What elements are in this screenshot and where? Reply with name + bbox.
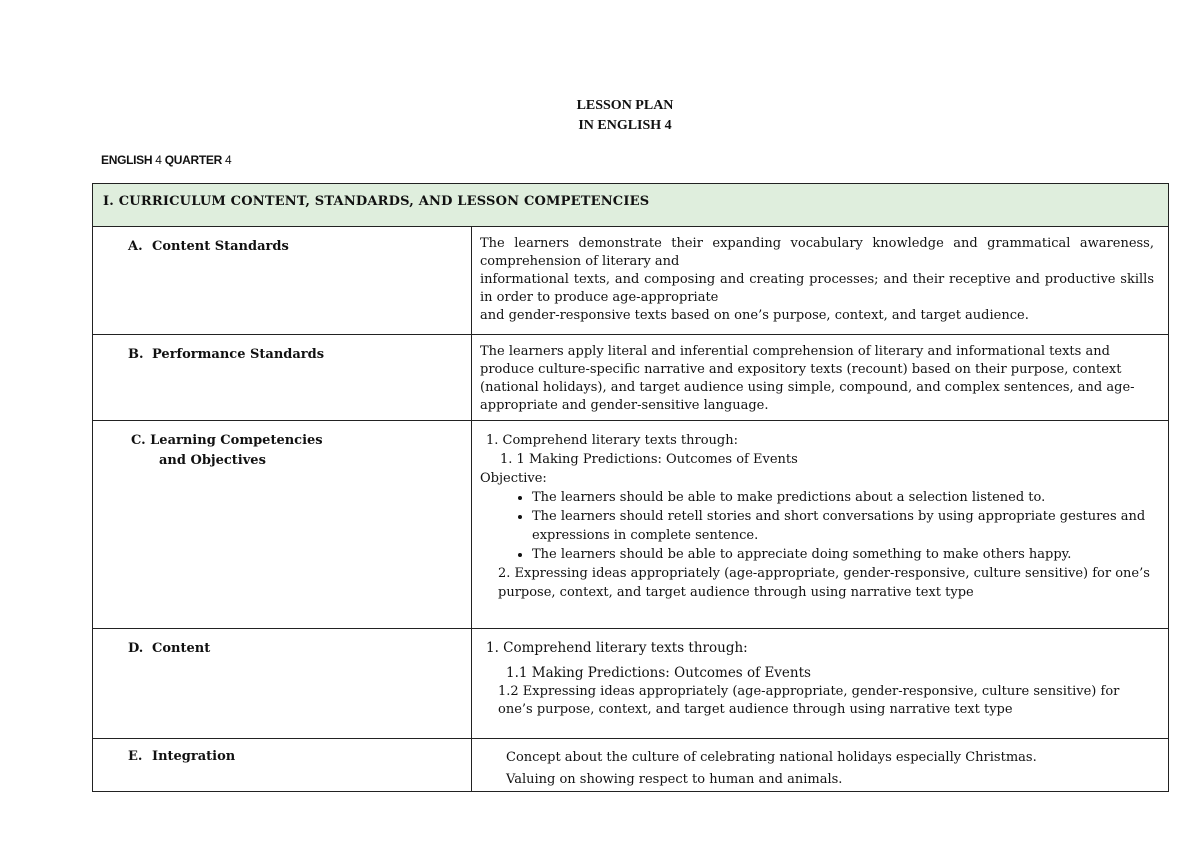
performance-standards-cell xyxy=(472,335,1169,421)
integration-cell xyxy=(472,739,1169,792)
integration-row xyxy=(93,739,1169,792)
lesson-plan-table xyxy=(92,183,1169,792)
document-subtitle: IN ENGLISH 4 xyxy=(578,118,672,133)
content-cell xyxy=(472,629,1169,739)
content-standards-letter: A. xyxy=(128,239,143,254)
subject-quarter-number: 4 xyxy=(225,153,232,167)
subject-quarter-label: QUARTER xyxy=(164,153,222,167)
content-item-1: 1. Comprehend literary texts through: xyxy=(486,640,748,656)
learning-competencies-row xyxy=(93,421,1169,629)
competency-item-2: 2. Expressing ideas appropriately (age-appropriate, gender-responsive, culture sensitive) for one’s purpose, context, and target audience through using narrative text type xyxy=(498,566,1150,600)
content-item-1-2: 1.2 Expressing ideas appropriately (age-appropriate, gender-responsive, culture sensitive) for one’s purpose, context, and target audience through using narrative text type xyxy=(498,684,1120,717)
content-label-cell xyxy=(93,629,472,739)
subject-name: ENGLISH xyxy=(101,153,153,167)
objective-label: Objective: xyxy=(480,471,547,486)
content-item-1-1: 1.1 Making Predictions: Outcomes of Events xyxy=(506,665,811,681)
integration-letter: E. xyxy=(128,749,143,764)
integration-text-line: Concept about the culture of celebrating national holidays especially Christmas. xyxy=(506,750,1037,765)
performance-standards-row xyxy=(93,335,1169,421)
document-title: LESSON PLAN xyxy=(576,98,674,113)
section-header-row xyxy=(93,184,1169,227)
competency-item-1-1: 1. 1 Making Predictions: Outcomes of Events xyxy=(500,452,798,467)
performance-standards-label-cell xyxy=(93,335,472,421)
learning-competencies-label-cell xyxy=(93,421,472,629)
content-standards-row xyxy=(93,227,1169,335)
integration-label: Integration xyxy=(152,749,236,764)
integration-text-line: Valuing on showing respect to human and animals. xyxy=(506,772,843,787)
content-standards-label: Content Standards xyxy=(152,239,289,254)
learning-competencies-label-cont: and Objectives xyxy=(159,453,266,468)
content-standards-text-line: and gender-responsive texts based on one’s purpose, context, and target audience. xyxy=(480,308,1029,323)
objectives-list xyxy=(480,488,1154,564)
learning-competencies-label: C. Learning Competencies xyxy=(131,433,323,448)
content-standards-cell xyxy=(472,227,1169,335)
subject-line xyxy=(101,153,231,167)
integration-label-cell xyxy=(93,739,472,792)
content-standards-text-line: informational texts, and composing and creating processes; and their receptive and productive skills in order to produce age-appropriate xyxy=(480,272,1154,305)
performance-standards-text: The learners apply literal and inferential comprehension of literary and informational texts and produce culture-specific narrative and expository texts (recount) based on their purpose, context (national holidays), and target audience using simple, compound, and complex sentences, and age-appropriate and gender-sensitive language. xyxy=(480,344,1135,413)
objective-item: • The learners should be able to appreciate doing something to make others happy. xyxy=(532,545,1154,564)
section-header: I. CURRICULUM CONTENT, STANDARDS, AND LESSON COMPETENCIES xyxy=(93,184,1169,227)
learning-competencies-cell xyxy=(472,421,1169,629)
subject-grade: 4 xyxy=(155,153,162,167)
performance-standards-label: Performance Standards xyxy=(152,347,325,362)
content-label: Content xyxy=(152,641,211,656)
objective-item: • The learners should be able to make predictions about a selection listened to. xyxy=(532,488,1154,507)
performance-standards-letter: B. xyxy=(128,347,144,362)
content-standards-text-line: The learners demonstrate their expanding vocabulary knowledge and grammatical awareness, comprehension of literary and xyxy=(480,236,1154,269)
content-standards-label-cell xyxy=(93,227,472,335)
content-letter: D. xyxy=(128,641,144,656)
competency-item-1: 1. Comprehend literary texts through: xyxy=(486,433,739,448)
content-row xyxy=(93,629,1169,739)
objective-item: • The learners should retell stories and short conversations by using appropriate gestures and expressions in complete sentence. xyxy=(532,507,1154,545)
